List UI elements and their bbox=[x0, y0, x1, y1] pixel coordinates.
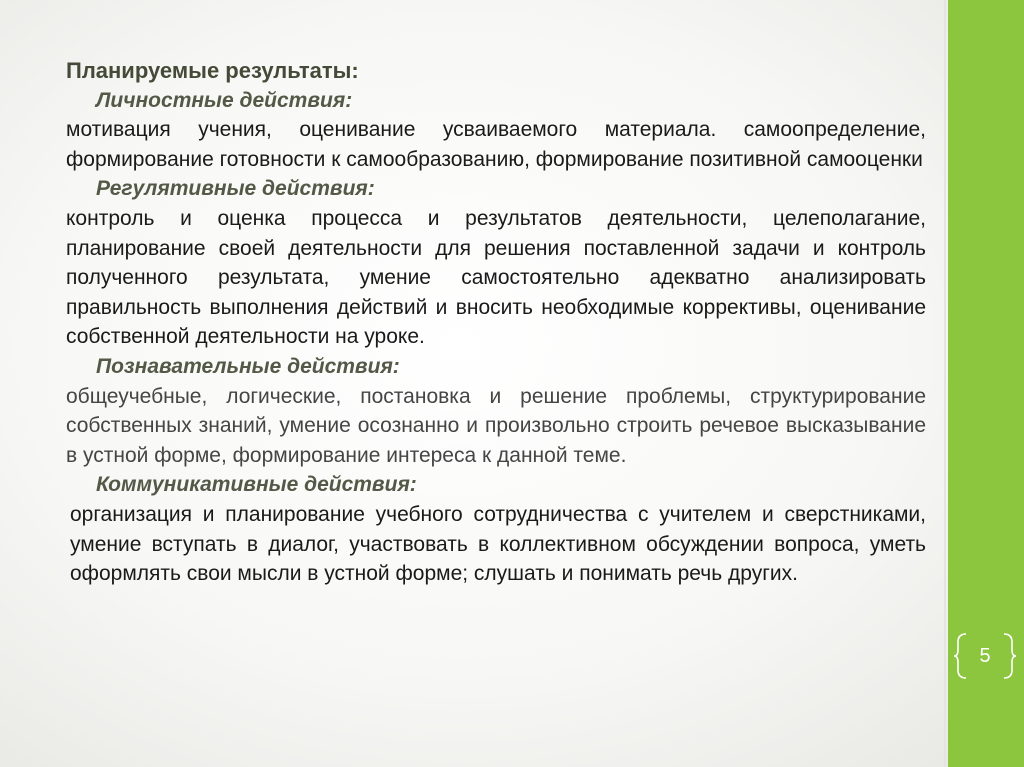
section-text-communicative: организация и планирование учебного сотрудничества с учителем и сверстниками, умение вступать в диалог, участвовать в коллективном обсуждении вопроса, уметь оформлять свои мысли в устной форме; слушать и понимать речь других. bbox=[70, 502, 926, 586]
section-text-personal: мотивация учения, оценивание усваиваемого материала. самоопределение, формирование готовности к самообразованию, формирование позитивной самооценки bbox=[66, 118, 926, 171]
slide-content bbox=[66, 56, 926, 589]
section-heading-cognitive: Познавательные действия: bbox=[96, 354, 400, 378]
page-number: 5 bbox=[979, 645, 991, 667]
slide-title: Планируемые результаты: bbox=[66, 58, 359, 83]
page-number-badge bbox=[952, 628, 1018, 684]
section-heading-regulatory: Регулятивные действия: bbox=[96, 177, 375, 201]
divider-line bbox=[944, 0, 946, 767]
section-text-regulatory: контроль и оценка процесса и результатов деятельности, целеполагание, планирование своей деятельности для решения поставленной задачи и контроль полученного результата, умение самостоятельно адекватно анализировать правильность выполнения действий и вносить необходимые коррективы, оценивание собственной деятельности на уроке. bbox=[66, 206, 926, 349]
section-text-cognitive: общеучебные, логические, постановка и решение проблемы, структурирование собственных знаний, умение осознанно и произвольно строить речевое высказывание в устной форме, формирование интереса к данной теме. bbox=[66, 384, 926, 467]
section-heading-personal: Личностные действия: bbox=[96, 88, 353, 112]
section-heading-communicative: Коммуникативные действия: bbox=[96, 473, 417, 497]
